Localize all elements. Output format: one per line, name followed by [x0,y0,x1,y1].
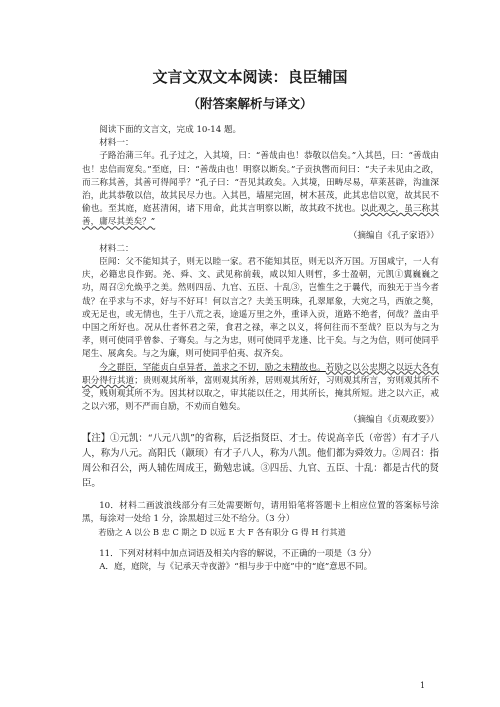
question-10-options: 若励之 A 以公 B 忠 C 期之 D 以远 E 大 F 各有职分 G 得 H 行其道 [98,527,346,538]
page-subtitle: （附答案解析与译文） [187,96,313,111]
material-two-passage-2 [82,362,439,415]
question-10: 10．材料二画波浪线部分有三处需要断句，请用铅笔将答题卡上相应位置的答案标号涂黑，每涂对一处给 1 分，涂黑超过三处不给分。（3 分） [82,500,439,524]
material-one-passage [82,150,439,229]
material-two-source: （摘编自《贞观政要》） [348,415,439,426]
material-one-source: （摘编自《孔子家语》） [348,230,439,241]
document-body [82,124,439,575]
page-number: 1 [420,681,426,690]
annotation-note: 【注】①元凯：“八元八凯”的省称，后泛指贤臣、才士。传说高辛氏（帝喾）有才子八人，称为八元。高阳氏（颛顼）有才子八人，称为八凯。他们都为舜效力。②周召：指周公和召公，两人辅佐周成王，勤勉忠诚。③四岳、九官、五臣、十乱：都是古代的贤臣。 [82,432,439,489]
question-11: 11．下列对材料中加点词语及相关内容的解说，不正确的一项是（3 分） [99,549,377,560]
intro-text: 阅读下面的文言文，完成 10-14 题。 [99,125,242,135]
question-11-option-a: A．庭，庭院，与《记承天寺夜游》“相与步于中庭”中的“庭”意思不同。 [99,562,373,573]
material-two-underlined-text: 今之群臣，罕能贞白卓异者，盖求之不切，励之未精故也。 [99,362,326,373]
material-two-label: 材料二： [99,243,134,254]
material-two-wavy-text: 若励之以公忠期之以远大各有职分得行其道 [82,362,439,386]
page-title: 文言文双文本阅读：良臣辅国 [152,68,348,86]
material-one-text: 子路治蒲三年。孔子过之，入其境，曰：“善哉由也！恭敬以信矣。”入其邑，曰：“善哉由也！忠信而宽矣。”至庭，曰：“善哉由也！明察以断矣。”子贡执辔而问曰：“夫子未见由之政，而三称其善，其善可得闻乎？”孔子曰：“吾见其政矣。入其境，田畴尽易，草莱甚辟，沟洫深治，此其恭敬以信，故其民尽力也。入其邑，墙屋完固，树木甚茂，此其忠信以宽，故其民不偷也。至其庭，庭甚清闲，诸下用命，此其言明察以断，故其政不扰也。 [82,151,439,215]
material-two-rest-text: ；贵则观其所举，富则观其所养，居则观其所好，习则观其所言，穷则观其所不受，贱则观其所不为。因其材以取之，审其能以任之，用其所长，掩其所短。进之以六正，戒之以六邪，则不严而自励，不劝而自勉矣。 [82,375,439,413]
material-one-label: 材料一： [99,138,134,149]
material-two-passage: 臣闻：父不能知其子，则无以睦一家。君不能知其臣，则无以齐万国。万国咸宁，一人有庆，必籍忠良作弼。尧、舜、文、武见称前载，咸以知人则哲，多士盈朝，元凯①翼巍巍之功，周召②允焕乎之美。然则四岳、九官、五臣、十乱③，岂惟生之于曩代，而独无于当今者哉？在乎求与不求，好与不好耳！何以言之？夫美玉明珠，孔翠犀象，大宛之马，西旅之獒，或无足也，或无情也，生于八荒之表，途遥万里之外，重译入贡，道路不绝者，何哉？盖由乎中国之所好也。况从仕者怀君之荣，食君之禄，率之以义，将何往而不至哉？臣以为与之为孝，则可使同乎曾参、子骞矣。与之为忠，则可使同乎龙逢、比干矣。与之为信，则可使同乎尾生、展禽矣。与之为廉，则可使同乎伯夷、叔齐矣。 [82,257,439,360]
material-one-wavy-text: 以此观之，虽三称其善，庸尽其美矣？” [82,204,439,228]
